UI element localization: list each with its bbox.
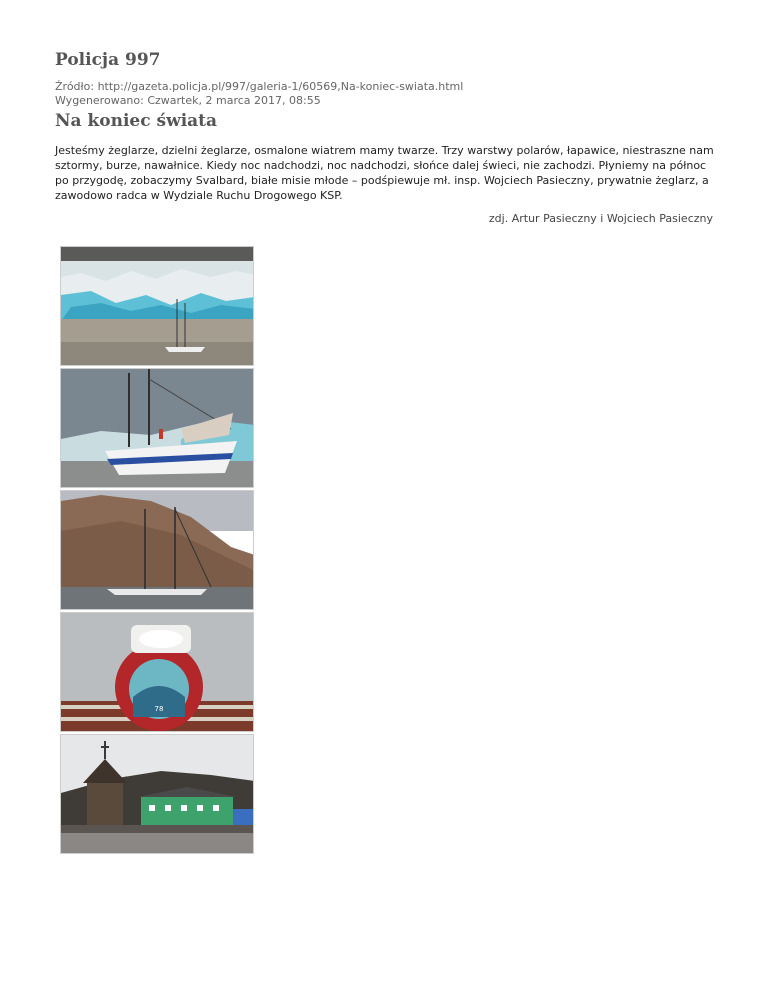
photo-yacht-mountain[interactable] (60, 490, 254, 610)
generated-line: Wygenerowano: Czwartek, 2 marca 2017, 08:55 (55, 94, 321, 107)
photo-sailing-ship[interactable] (60, 368, 254, 488)
photo-credit: zdj. Artur Pasieczny i Wojciech Pasieczny (488, 212, 713, 225)
meta-info (55, 80, 463, 108)
photo-glacier[interactable] (60, 246, 254, 366)
article-body: Jesteśmy żeglarze, dzielni żeglarze, osmalone wiatrem mamy twarze. Trzy warstwy polarów, łapawice, niestraszne nam sztormy, burze, nawałnice. Kiedy noc nadchodzi, noc nadchodzi, słońce dalej świeci, nie zachodzi. Płyniemy na północ po przygodę, zobaczymy Svalbard, białe misie młode – podśpiewuje mł. insp. Wojciech Pasieczny, prywatnie żeglarz, a zawodowo radca w Wydziale Ruchu Drogowego KSP. (55, 144, 714, 202)
page-title: Policja 997 (55, 50, 161, 70)
source-line: Źródło: http://gazeta.policja.pl/997/galeria-1/60569,Na-koniec-swiata.html (55, 80, 464, 93)
photo-church-building[interactable] (60, 734, 254, 854)
photo-gallery (60, 246, 254, 856)
article-title: Na koniec świata (55, 111, 218, 131)
photo-arktikugol-sign[interactable] (60, 612, 254, 732)
sign-text-78: 78 (154, 705, 164, 713)
